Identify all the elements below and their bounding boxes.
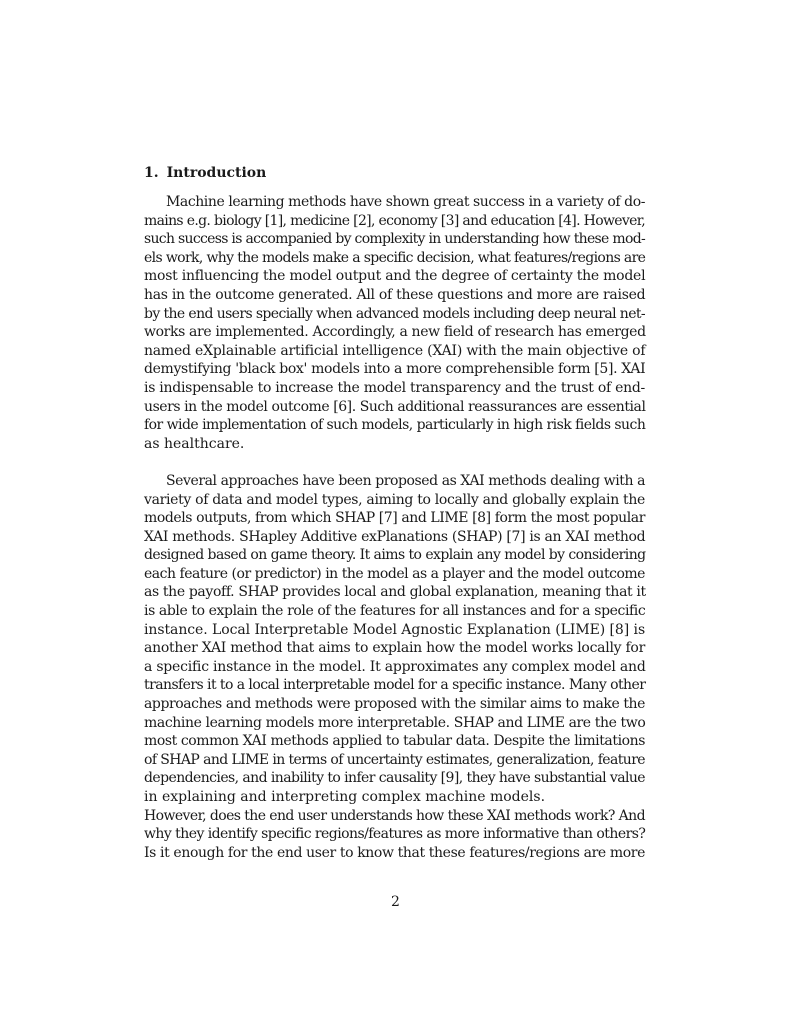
text-line: designed based on game theory. It aims to explain any model by considering	[144, 547, 646, 564]
text-line: works are implemented. Accordingly, a new field of research has emerged	[144, 324, 646, 341]
page-number: 2	[391, 894, 400, 910]
text-line: dependencies, and inability to infer causality [9], they have substantial value	[144, 770, 646, 787]
text-line: machine learning models more interpretable. SHAP and LIME are the two	[144, 714, 646, 731]
text-line: However, does the end user understands how these XAI methods work? And	[144, 807, 645, 824]
text-line: Several approaches have been proposed as XAI methods dealing with a	[166, 472, 646, 489]
paragraph-2	[144, 472, 645, 807]
text-line: variety of data and model types, aiming to locally and globally explain the	[144, 491, 645, 508]
paragraph-gap	[144, 453, 645, 472]
text-line: has in the outcome generated. All of these questions and more are raised	[144, 286, 646, 303]
text-line: another XAI method that aims to explain how the model works locally for	[144, 640, 646, 657]
section-number: 1.	[144, 165, 159, 181]
text-line: els work, why the models make a specific decision, what features/regions are	[144, 249, 646, 266]
section-heading	[144, 163, 645, 183]
text-line: why they identify specific regions/features as more informative than others?	[144, 826, 646, 843]
paragraph-3	[144, 807, 645, 863]
text-line: most influencing the model output and the degree of certainty the model	[144, 268, 646, 285]
text-line: as the payoff. SHAP provides local and global explanation, meaning that it	[144, 584, 646, 601]
text-line: Machine learning methods have shown great success in a variety of do-	[166, 194, 645, 210]
text-line: such success is accompanied by complexity in understanding how these mod-	[144, 231, 645, 248]
text-line: XAI methods. SHapley Additive exPlanations (SHAP) [7] is an XAI method	[144, 528, 646, 545]
text-line: of SHAP and LIME in terms of uncertainty estimates, generalization, feature	[144, 751, 645, 768]
text-line: models outputs, from which SHAP [7] and LIME [8] form the most popular	[144, 510, 645, 527]
text-line: in explaining and interpreting complex machine models.	[144, 789, 546, 805]
text-line: is able to explain the role of the features for all instances and for a specific	[144, 603, 646, 620]
text-line: mains e.g. biology [1], medicine [2], economy [3] and education [4]. However,	[144, 212, 645, 229]
text-line: users in the model outcome [6]. Such additional reassurances are essential	[144, 398, 646, 415]
section-title: Introduction	[166, 165, 267, 181]
text-line: named eXplainable artificial intelligence (XAI) with the main objective of	[144, 342, 646, 359]
text-line: demystifying 'black box' models into a more comprehensible form [5]. XAI	[144, 361, 646, 378]
page-body	[144, 163, 645, 862]
text-line: a specific instance in the model. It approximates any complex model and	[144, 658, 646, 675]
text-line: Is it enough for the end user to know that these features/regions are more	[144, 844, 646, 861]
text-line: instance. Local Interpretable Model Agnostic Explanation (LIME) [8] is	[144, 621, 646, 638]
paragraph-1	[144, 193, 645, 453]
text-line: as healthcare.	[144, 435, 245, 452]
text-line: most common XAI methods applied to tabular data. Despite the limitations	[144, 733, 645, 750]
text-line: each feature (or predictor) in the model as a player and the model outcome	[144, 565, 645, 582]
text-line: transfers it to a local interpretable model for a specific instance. Many other	[144, 677, 646, 694]
text-line: for wide implementation of such models, particularly in high risk fields such	[144, 417, 646, 434]
text-line: approaches and methods were proposed with the similar aims to make the	[144, 696, 646, 713]
text-line: by the end users specially when advanced models including deep neural net-	[144, 305, 646, 322]
text-line: is indispensable to increase the model transparency and the trust of end-	[144, 379, 646, 396]
